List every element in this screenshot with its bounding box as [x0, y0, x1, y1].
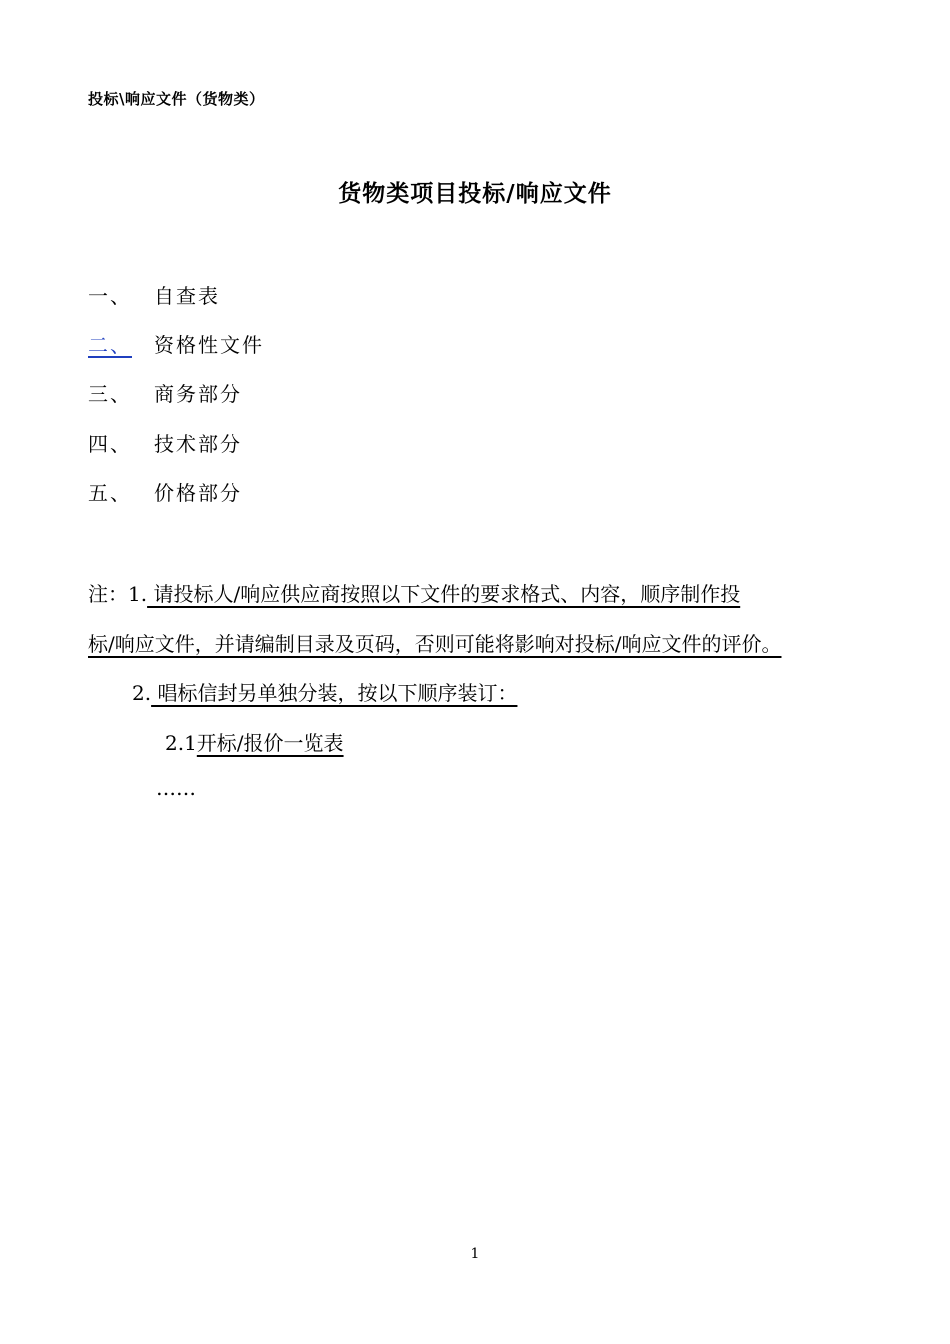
toc-number: 一、 — [88, 284, 132, 308]
note-2 — [132, 677, 517, 706]
toc-number-link[interactable]: 二、 — [88, 333, 132, 357]
toc-item-2[interactable] — [88, 329, 264, 358]
note-1-line-2 — [88, 628, 781, 657]
toc-label: 价格部分 — [154, 481, 242, 505]
item-2-1-text: 开标/报价一览表 — [196, 731, 344, 755]
toc-number: 三、 — [88, 382, 132, 406]
note-prefix: 注：1. — [88, 582, 148, 606]
ellipsis: …… — [156, 776, 196, 800]
toc-item-1 — [88, 280, 220, 309]
note-2-prefix: 2. — [132, 681, 152, 705]
toc-label: 资格性文件 — [154, 333, 264, 357]
page-header: 投标\响应文件（货物类） — [88, 90, 265, 108]
toc-label: 自查表 — [154, 284, 220, 308]
note-1-line-1 — [88, 578, 740, 607]
note-1-text: 请投标人/响应供应商按照以下文件的要求格式、内容，顺序制作投 — [147, 582, 741, 606]
toc-number: 四、 — [88, 432, 132, 456]
toc-item-3 — [88, 378, 242, 407]
note-item-2-1 — [165, 727, 344, 756]
toc-number: 五、 — [88, 481, 132, 505]
item-2-1-prefix: 2.1 — [165, 731, 197, 755]
toc-item-4 — [88, 428, 242, 457]
toc-item-5 — [88, 477, 242, 506]
toc-label: 商务部分 — [154, 382, 242, 406]
note-2-text: 唱标信封另单独分装，按以下顺序装订： — [151, 681, 518, 705]
note-1-text-continued: 标/响应文件，并请编制目录及页码，否则可能将影响对投标/响应文件的评价。 — [88, 632, 782, 656]
toc-label: 技术部分 — [154, 432, 242, 456]
document-title: 货物类项目投标/响应文件 — [338, 181, 612, 207]
page-number: 1 — [470, 1246, 480, 1262]
